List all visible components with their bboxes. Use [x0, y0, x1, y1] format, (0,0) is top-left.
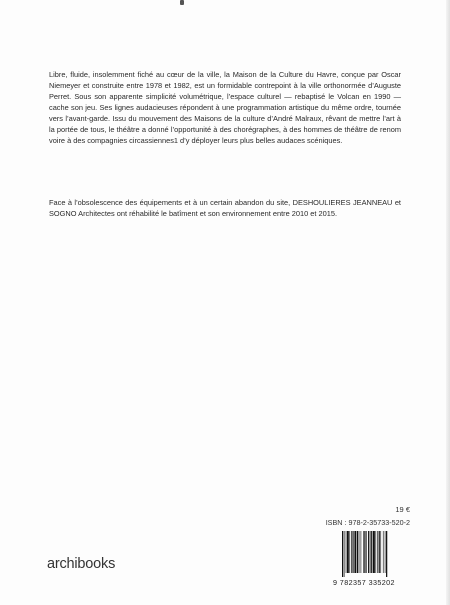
barcode-bar [377, 531, 378, 573]
barcode-bar [354, 531, 356, 573]
description-paragraph-1 [49, 69, 401, 146]
barcode-bar [351, 531, 352, 573]
barcode-bar [346, 531, 347, 573]
barcode-bar [366, 531, 367, 573]
barcode-icon [341, 531, 409, 577]
barcode-bar [357, 531, 358, 573]
barcode-bar [359, 531, 360, 573]
barcode-number: 9 782357 335202 [333, 578, 395, 587]
barcode-bar [349, 531, 350, 573]
barcode-bar [375, 531, 376, 573]
barcode-bar [342, 531, 343, 577]
description-text-1: Libre, fluide, insolemment fiché au cœur de la ville, la Maison de la Culture du Havre, conçue par Oscar Niemeyer et construite entre 1978 et 1982, est un formidable contrepoint à la ville orthonormée d’Auguste Perret. Sous son apparente simplicité volumétrique, l’espace culturel — rebaptisé le Volcan en 1990 — cache son jeu. Ses lignes audacieuses répondent à une programmation artistique du même ordre, tournée vers l’avant-garde. Issu du mouvement des Maisons de la culture d’André Malraux, rêvant de mettre l’art à la portée de tous, le théâtre a donné l’opportunité à des chorégraphes, à des hommes de théâtre de renom voire à des compagnies circassiennes1 d’y déployer leurs plus belles audaces scéniques. [49, 70, 401, 145]
barcode-bar [380, 531, 381, 573]
barcode-bar [373, 531, 375, 573]
print-speck [180, 0, 184, 5]
barcode-bar [364, 531, 365, 573]
barcode-bar [368, 531, 369, 573]
price-label: 19 € [395, 505, 410, 514]
barcode-bar [386, 531, 387, 577]
barcode-bar [385, 531, 386, 573]
cover-edge [446, 0, 450, 605]
publisher-logo: archibooks [47, 556, 116, 572]
barcode-bar [361, 531, 362, 573]
barcode-bar [347, 531, 349, 573]
barcode-bar [370, 531, 371, 573]
description-paragraph-2 [49, 197, 401, 219]
barcode-bar [344, 531, 345, 577]
barcode-bar [383, 531, 384, 573]
barcode-bar [363, 531, 364, 573]
barcode-bar [379, 531, 380, 573]
description-text-2: Face à l’obsolescence des équipements et à un certain abandon du site, DESHOULIERES JEANNEAU et SOGNO Architectes ont réhabilité le batîment et son environnement entre 2010 et 2015. [49, 198, 401, 218]
isbn-label: ISBN : 978-2-35733-520-2 [325, 518, 410, 527]
barcode-bar [371, 531, 372, 573]
barcode-bar [353, 531, 354, 573]
